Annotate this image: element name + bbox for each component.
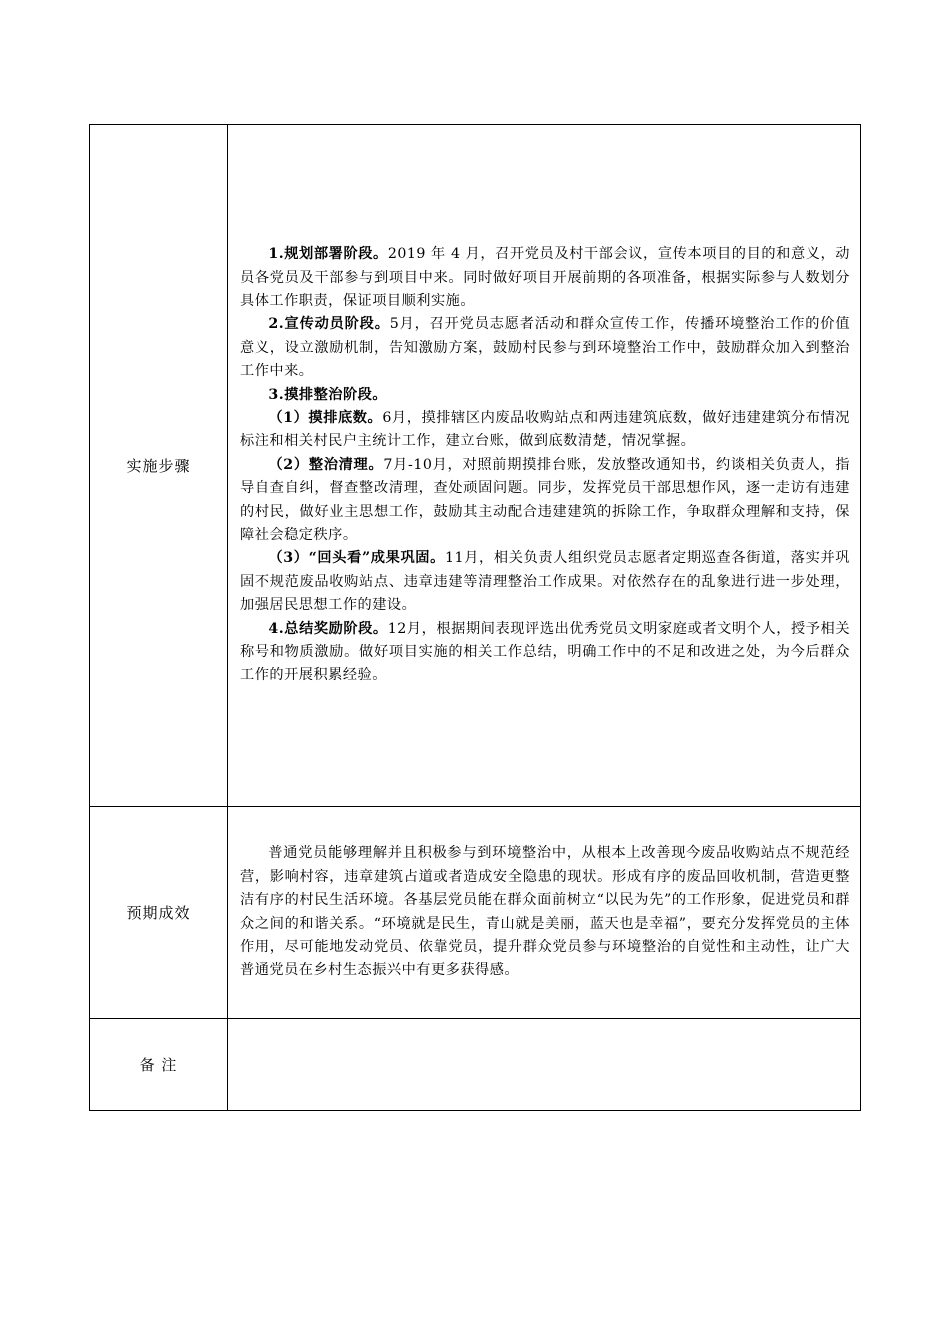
outcome-row — [90, 807, 861, 1019]
step-heading: 4.总结奖励阶段。 — [268, 620, 388, 637]
step-heading: 3.摸排整治阶段。 — [268, 386, 388, 403]
step-heading: （2）整治清理。 — [268, 456, 384, 473]
step-paragraph — [240, 618, 850, 688]
step-text: 7月-10月，对照前期摸排台账，发放整改通知书，约谈相关负责人，指导自查自纠，督查整改清理，查处顽固问题。同步，发挥党员干部思想作风，逐一走访有违建的村民，做好业主思想工作，鼓励其主动配合违建建筑的拆除工作，争取群众理解和支持，保障社会稳定秩序。 — [240, 456, 850, 544]
remarks-content — [228, 1019, 861, 1111]
project-table — [89, 124, 861, 1111]
outcome-body — [240, 842, 850, 982]
step-paragraph — [240, 313, 850, 383]
step-paragraph — [240, 243, 850, 313]
step-text: 5月，召开党员志愿者活动和群众宣传工作，传播环境整治工作的价值意义，设立激励机制，告知激励方案，鼓励村民参与到环境整治工作中，鼓励群众加入到整治工作中来。 — [240, 316, 851, 380]
steps-row — [90, 125, 861, 807]
step-heading: 2.宣传动员阶段。 — [268, 316, 390, 333]
step-text: 2019 年 4 月，召开党员及村干部会议，宣传本项目的目的和意义，动员各党员及干部参与到项目中来。同时做好项目开展前期的各项准备，根据实际参与人数划分具体工作职责，保证项目顺利实施。 — [240, 246, 850, 309]
step-paragraph — [240, 454, 850, 548]
remarks-label: 备 注 — [90, 1019, 228, 1111]
step-text: 6月，摸排辖区内废品收购站点和两违建筑底数，做好违建建筑分布情况标注和相关村民户主统计工作，建立台账，做到底数清楚，情况掌握。 — [240, 409, 850, 450]
outcome-content — [228, 807, 861, 1019]
steps-label: 实施步骤 — [90, 125, 228, 807]
step-paragraph — [240, 407, 850, 454]
step-heading: （1）摸排底数。 — [268, 409, 383, 426]
remarks-row — [90, 1019, 861, 1111]
steps-content — [228, 125, 861, 807]
step-heading: 1.规划部署阶段。 — [268, 246, 388, 263]
steps-body — [240, 173, 850, 758]
step-text: 11月，相关负责人组织党员志愿者定期巡查各街道，落实并巩固不规范废品收购站点、违章违建等清理整治工作成果。对依然存在的乱象进行进一步处理，加强居民思想工作的建设。 — [240, 550, 850, 614]
step-text: 12月，根据期间表现评选出优秀党员文明家庭或者文明个人，授予相关称号和物质激励。做好项目实施的相关工作总结，明确工作中的不足和改进之处，为今后群众工作的开展积累经验。 — [240, 620, 851, 684]
outcome-label: 预期成效 — [90, 807, 228, 1019]
step-paragraph — [240, 384, 850, 407]
step-heading: （3）“回头看”成果巩固。 — [268, 550, 445, 567]
step-paragraph — [240, 547, 850, 617]
outcome-text: 普通党员能够理解并且积极参与到环境整治中，从根本上改善现今废品收购站点不规范经营，影响村容，违章建筑占道或者造成安全隐患的现状。形成有序的废品回收机制，营造更整洁有序的村民生活环境。各基层党员能在群众面前树立“以民为先”的工作形象，促进党员和群众之间的和谐关系。“环境就是民生，青山就是美丽，蓝天也是幸福”，要充分发挥党员的主体作用，尽可能地发动党员、依靠党员，提升群众党员参与环境整治的自觉性和主动性，让广大普通党员在乡村生态振兴中有更多获得感。 — [240, 845, 850, 979]
